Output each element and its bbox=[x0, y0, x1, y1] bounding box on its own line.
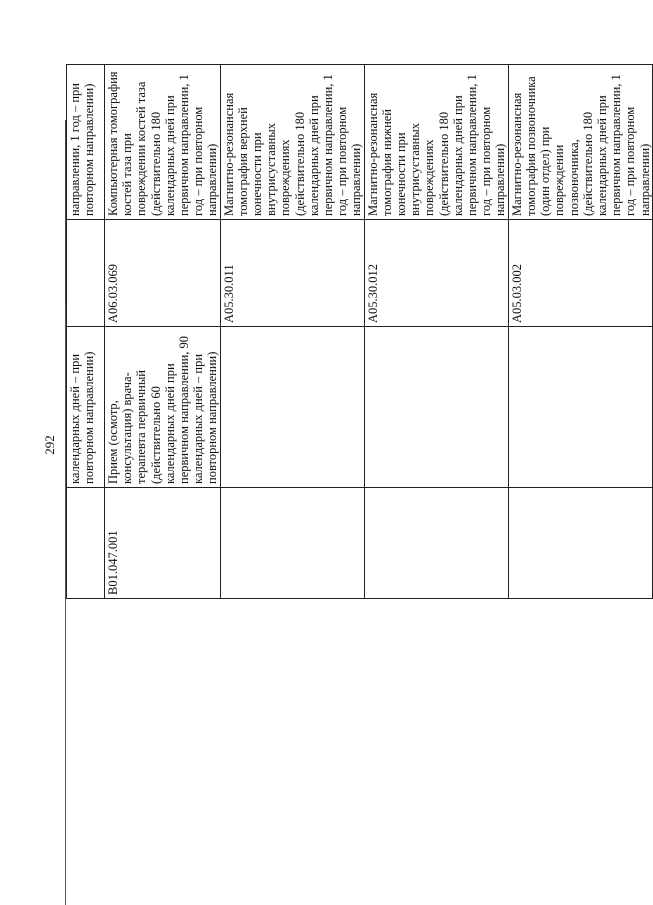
exam-code-cell bbox=[67, 220, 105, 327]
page-number: 292 bbox=[42, 435, 57, 455]
service-name-cell bbox=[364, 327, 508, 488]
services-table bbox=[66, 64, 653, 599]
service-code-cell: B01.047.001 bbox=[105, 488, 221, 599]
exam-name-cell: направлении, 1 год – при повторном направлении) bbox=[67, 65, 105, 220]
table-row bbox=[220, 65, 364, 599]
table-row bbox=[67, 65, 105, 599]
service-name-cell bbox=[508, 327, 652, 488]
exam-code-cell: A05.30.011 bbox=[220, 220, 364, 327]
exam-code-cell: A05.03.002 bbox=[508, 220, 652, 327]
exam-name-cell: Магнитно-резонансная томография верхней конечности при внутрисуставных повреждениях (действительно 180 календарных дней при первичном направлении, 1 год – при повторном направлении) bbox=[220, 65, 364, 220]
service-code-cell bbox=[364, 488, 508, 599]
service-name-cell bbox=[220, 327, 364, 488]
exam-code-cell: A05.30.012 bbox=[364, 220, 508, 327]
service-code-cell bbox=[508, 488, 652, 599]
exam-name-cell: Магнитно-резонансная томография нижней конечности при внутрисуставных повреждениях (действительно 180 календарных дней при первичном направлении, 1 год – при повторном направлении) bbox=[364, 65, 508, 220]
service-name-cell: календарных дней – при повторном направлении) bbox=[67, 327, 105, 488]
table-row bbox=[508, 65, 652, 599]
service-code-cell bbox=[220, 488, 364, 599]
service-code-cell bbox=[67, 488, 105, 599]
table-row bbox=[105, 65, 221, 599]
exam-code-cell: A06.03.069 bbox=[105, 220, 221, 327]
exam-name-cell: Магнитно-резонансная томография позвоночника (один отдел) при повреждении позвоночника, (действительно 180 календарных дней при первичном направлении, 1 год – при повторном направлении) bbox=[508, 65, 652, 220]
page-edge-line bbox=[65, 305, 66, 905]
service-name-cell: Прием (осмотр, консультация) врача-терапевта первичный (действительно 60 календарных дней при первичном направлении, 90 календарных дней – при повторном направлении) bbox=[105, 327, 221, 488]
exam-name-cell: Компьютерная томография костей таза при повреждении костей таза (действительно 180 календарных дней при первичном направлении, 1 год – при повторном направлении) bbox=[105, 65, 221, 220]
table-row bbox=[364, 65, 508, 599]
